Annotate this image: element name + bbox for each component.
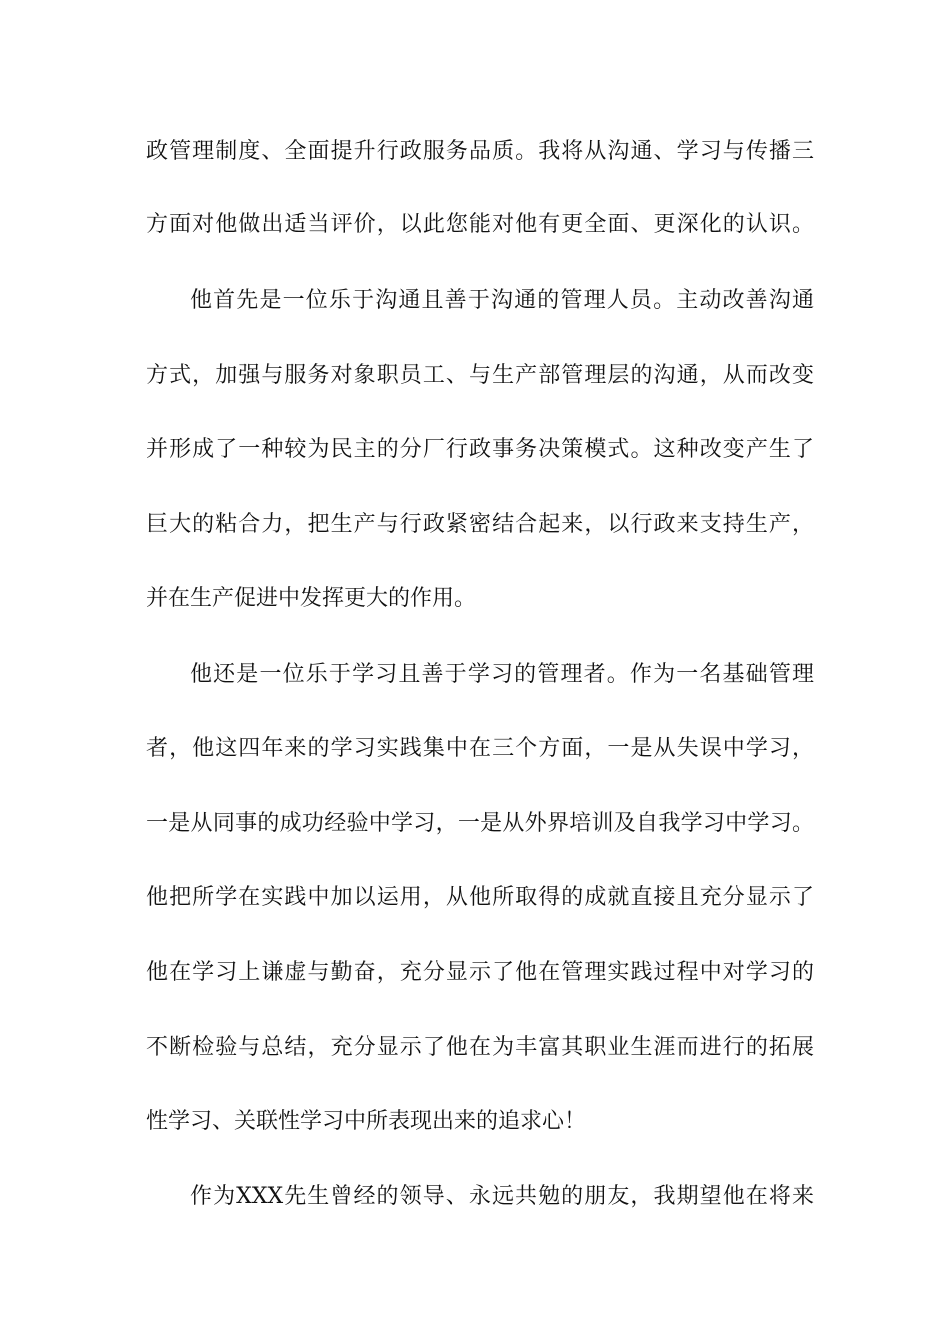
paragraph-3-first-line: 他还是一位乐于学习且善于学习的管理者。作为一名基础管理 — [190, 662, 814, 687]
text-line-10: 一是从同事的成功经验中学习，一是从外界培训及自我学习中学习。 — [146, 811, 814, 836]
text-line-2: 方面对他做出适当评价，以此您能对他有更全面、更深化的认识。 — [146, 212, 814, 237]
text-line-12: 他在学习上谦虚与勤奋，充分显示了他在管理实践过程中对学习的 — [146, 960, 814, 985]
text-line-1: 政管理制度、全面提升行政服务品质。我将从沟通、学习与传播三 — [146, 139, 814, 164]
paragraph-4-first-line: 作为XXX先生曾经的领导、永远共勉的朋友，我期望他在将来 — [190, 1184, 814, 1209]
paragraph-2-last-line: 并在生产促进中发挥更大的作用。 — [146, 586, 477, 611]
text-line-9: 者，他这四年来的学习实践集中在三个方面，一是从失误中学习， — [146, 736, 814, 761]
text-line-5: 并形成了一种较为民主的分厂行政事务决策模式。这种改变产生了 — [146, 437, 814, 462]
text-line-11: 他把所学在实践中加以运用，从他所取得的成就直接且充分显示了 — [146, 885, 814, 910]
text-line-6: 巨大的粘合力，把生产与行政紧密结合起来，以行政来支持生产， — [146, 512, 814, 537]
text-line-4: 方式，加强与服务对象职员工、与生产部管理层的沟通，从而改变 — [146, 363, 814, 388]
paragraph-3-last-line: 性学习、关联性学习中所表现出来的追求心！ — [146, 1109, 587, 1134]
paragraph-2-first-line: 他首先是一位乐于沟通且善于沟通的管理人员。主动改善沟通 — [190, 288, 814, 313]
text-line-13: 不断检验与总结，充分显示了他在为丰富其职业生涯而进行的拓展 — [146, 1035, 814, 1060]
